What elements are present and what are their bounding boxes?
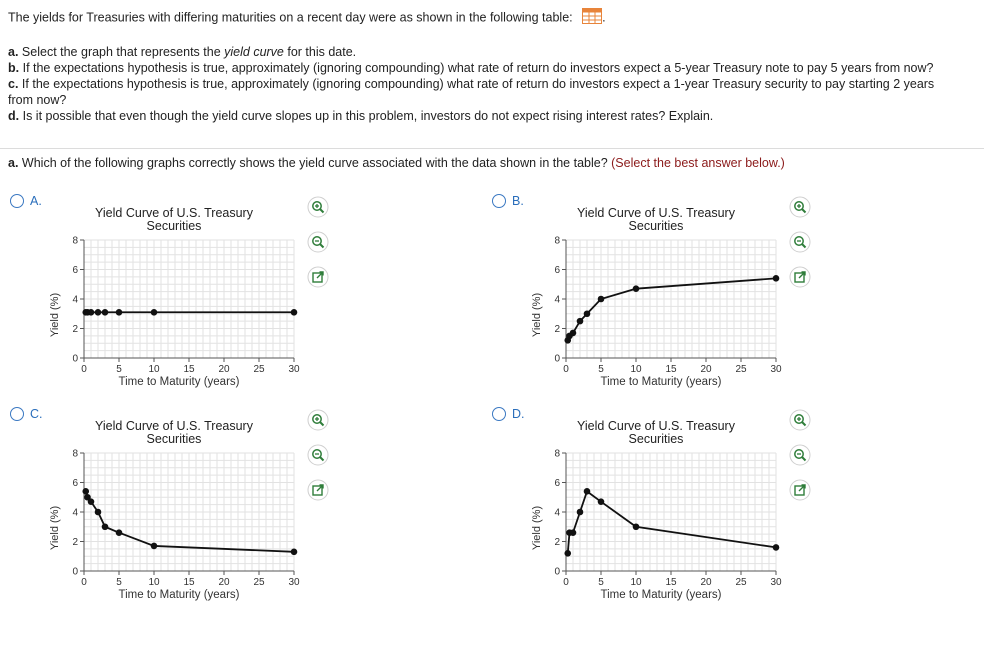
y-tick-label: 8 <box>72 235 78 247</box>
y-tick-label: 0 <box>72 566 78 578</box>
data-point <box>564 550 571 557</box>
data-point <box>102 523 109 530</box>
chart-title-line1: Yield Curve of U.S. Treasury <box>577 206 735 220</box>
chart-title-line2: Securities <box>146 432 202 446</box>
y-tick-label: 4 <box>554 507 560 519</box>
option-c[interactable]: C. <box>10 407 43 421</box>
tools-a <box>307 196 329 288</box>
data-point <box>633 523 640 530</box>
x-tick-label: 30 <box>288 577 300 588</box>
data-point <box>633 285 640 292</box>
data-point <box>291 309 298 316</box>
x-tick-label: 10 <box>630 577 642 588</box>
y-tick-label: 2 <box>554 324 560 335</box>
zoom-out-icon[interactable] <box>307 231 329 253</box>
x-axis-label: Time to Maturity (years) <box>118 589 240 601</box>
x-tick-label: 15 <box>665 577 677 588</box>
x-tick-label: 20 <box>218 364 230 375</box>
x-tick-label: 5 <box>116 364 122 375</box>
chart-grid <box>84 453 294 571</box>
y-tick-label: 6 <box>72 478 78 489</box>
question-list <box>8 44 958 124</box>
data-point <box>598 296 605 303</box>
x-tick-label: 20 <box>218 577 230 588</box>
x-tick-label: 15 <box>183 364 195 375</box>
series-line <box>568 278 776 340</box>
x-tick-label: 15 <box>183 577 195 588</box>
chart-title-line1: Yield Curve of U.S. Treasury <box>95 206 253 220</box>
intro-text: The yields for Treasuries with differing maturities on a recent day were as shown in the following table: . <box>8 8 606 28</box>
question-c: c. If the expectations hypothesis is true, approximately (ignoring compounding) what rate of return do investors expect a 1-year Treasury security to pay starting 2 years from now? <box>8 77 935 107</box>
y-tick-label: 6 <box>554 478 560 489</box>
x-tick-label: 5 <box>598 364 604 375</box>
x-axis-label: Time to Maturity (years) <box>600 376 722 388</box>
table-icon[interactable] <box>582 8 602 28</box>
chart-grid <box>566 240 776 358</box>
x-tick-label: 10 <box>148 577 160 588</box>
y-axis-label: Yield (%) <box>49 505 61 551</box>
y-tick-label: 4 <box>72 294 78 306</box>
zoom-out-icon[interactable] <box>789 444 811 466</box>
question-b: b. If the expectations hypothesis is true, approximately (ignoring compounding) what rate of return do investors expect a 5-year Treasury note to pay 5 years from now? <box>8 61 934 75</box>
x-tick-label: 10 <box>148 364 160 375</box>
zoom-in-icon[interactable] <box>789 196 811 218</box>
data-point <box>116 309 123 316</box>
chart-option-c <box>40 413 310 613</box>
option-a[interactable]: A. <box>10 194 42 208</box>
x-tick-label: 30 <box>770 577 782 588</box>
y-axis-label: Yield (%) <box>531 505 543 551</box>
chart-title-line2: Securities <box>628 219 684 233</box>
data-point <box>95 309 102 316</box>
chart-option-b <box>522 200 792 400</box>
y-tick-label: 2 <box>554 537 560 548</box>
y-tick-label: 6 <box>554 265 560 276</box>
y-tick-label: 0 <box>554 353 560 365</box>
zoom-out-icon[interactable] <box>789 231 811 253</box>
data-point <box>95 509 102 516</box>
x-axis-label: Time to Maturity (years) <box>600 589 722 601</box>
data-point <box>584 488 591 495</box>
intro-sentence: The yields for Treasuries with differing maturities on a recent day were as shown in the following table: <box>8 10 573 25</box>
x-tick-label: 30 <box>770 364 782 375</box>
question-a: a. Select the graph that represents the yield curve for this date. <box>8 45 357 59</box>
popout-icon[interactable] <box>307 479 329 501</box>
data-point <box>116 529 123 536</box>
tools-c <box>307 409 329 501</box>
series-line <box>86 491 294 551</box>
x-tick-label: 25 <box>253 577 265 588</box>
data-point <box>291 549 298 556</box>
data-point <box>570 330 577 337</box>
data-point <box>773 544 780 551</box>
chart-title-line2: Securities <box>146 219 202 233</box>
radio-d[interactable] <box>492 407 506 421</box>
y-axis-label: Yield (%) <box>49 292 61 338</box>
chart-title-line1: Yield Curve of U.S. Treasury <box>95 419 253 433</box>
x-tick-label: 20 <box>700 364 712 375</box>
zoom-in-icon[interactable] <box>307 196 329 218</box>
data-point <box>102 309 109 316</box>
tools-b <box>789 196 811 288</box>
data-point <box>577 318 584 325</box>
y-tick-label: 8 <box>554 235 560 247</box>
x-axis-label: Time to Maturity (years) <box>118 376 240 388</box>
data-point <box>88 498 95 505</box>
data-point <box>88 309 95 316</box>
radio-a[interactable] <box>10 194 24 208</box>
x-tick-label: 25 <box>735 577 747 588</box>
radio-c[interactable] <box>10 407 24 421</box>
popout-icon[interactable] <box>307 266 329 288</box>
y-tick-label: 0 <box>554 566 560 578</box>
x-tick-label: 25 <box>735 364 747 375</box>
x-tick-label: 0 <box>563 577 569 588</box>
x-tick-label: 5 <box>598 577 604 588</box>
y-tick-label: 8 <box>554 448 560 460</box>
data-point <box>82 488 89 495</box>
data-point <box>577 509 584 516</box>
popout-icon[interactable] <box>789 266 811 288</box>
chart-grid <box>84 240 294 358</box>
y-tick-label: 4 <box>72 507 78 519</box>
x-tick-label: 25 <box>253 364 265 375</box>
data-point <box>584 310 591 317</box>
chart-grid <box>566 453 776 571</box>
option-b[interactable]: B. <box>492 194 524 208</box>
option-d[interactable]: D. <box>492 407 525 421</box>
chart-title-line2: Securities <box>628 432 684 446</box>
y-tick-label: 2 <box>72 324 78 335</box>
data-point <box>773 275 780 282</box>
zoom-out-icon[interactable] <box>307 444 329 466</box>
x-tick-label: 10 <box>630 364 642 375</box>
y-tick-label: 2 <box>72 537 78 548</box>
data-point <box>598 498 605 505</box>
radio-b[interactable] <box>492 194 506 208</box>
tools-d <box>789 409 811 501</box>
y-tick-label: 6 <box>72 265 78 276</box>
data-point <box>151 309 158 316</box>
zoom-in-icon[interactable] <box>307 409 329 431</box>
data-point <box>151 543 158 550</box>
question-d: d. Is it possible that even though the yield curve slopes up in this problem, investors do not expect rising interest rates? Explain. <box>8 109 714 123</box>
x-tick-label: 15 <box>665 364 677 375</box>
question-prompt: a. Which of the following graphs correctly shows the yield curve associated with the data shown in the table? (Select the best answer below.) <box>8 156 785 170</box>
y-tick-label: 4 <box>554 294 560 306</box>
chart-title-line1: Yield Curve of U.S. Treasury <box>577 419 735 433</box>
x-tick-label: 30 <box>288 364 300 375</box>
x-tick-label: 0 <box>563 364 569 375</box>
x-tick-label: 0 <box>81 364 87 375</box>
divider <box>0 148 984 149</box>
chart-option-a <box>40 200 310 400</box>
x-tick-label: 20 <box>700 577 712 588</box>
x-tick-label: 0 <box>81 577 87 588</box>
x-tick-label: 5 <box>116 577 122 588</box>
y-axis-label: Yield (%) <box>531 292 543 338</box>
zoom-in-icon[interactable] <box>789 409 811 431</box>
popout-icon[interactable] <box>789 479 811 501</box>
prompt-hint: (Select the best answer below.) <box>611 156 785 170</box>
chart-option-d <box>522 413 792 613</box>
y-tick-label: 8 <box>72 448 78 460</box>
data-point <box>570 529 577 536</box>
y-tick-label: 0 <box>72 353 78 365</box>
